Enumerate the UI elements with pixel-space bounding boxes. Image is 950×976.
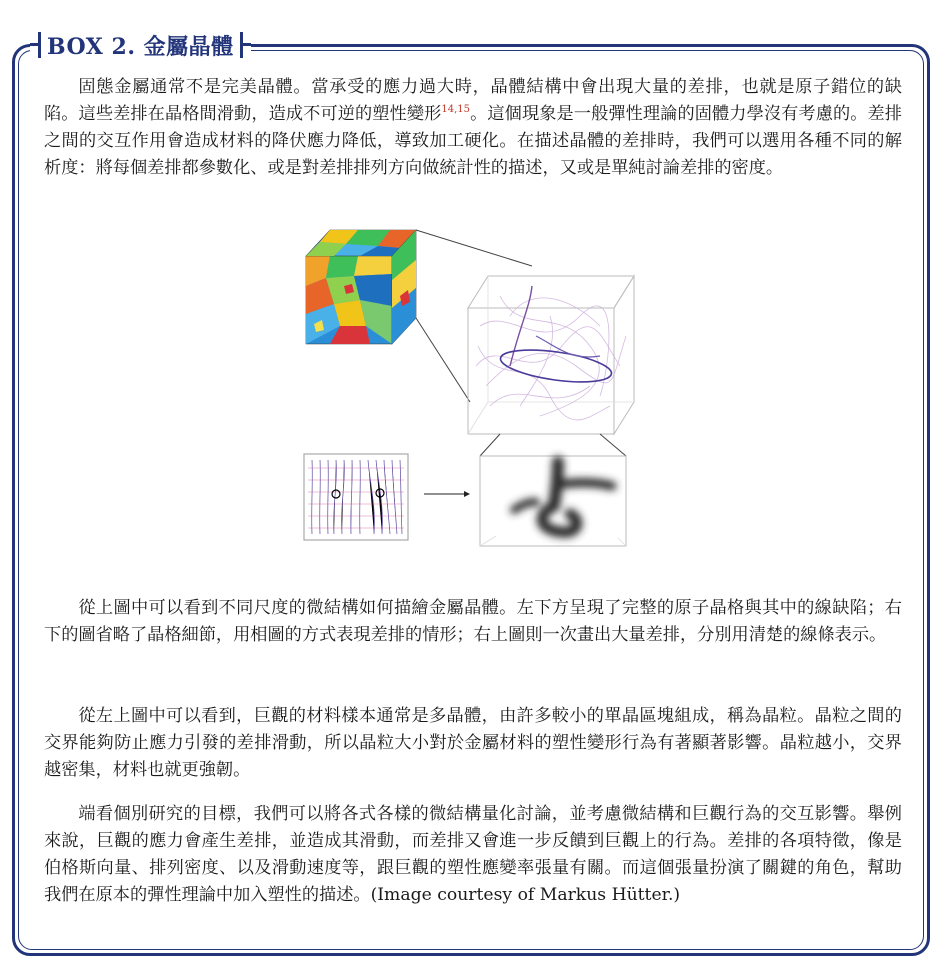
atomic-lattice-icon	[304, 454, 408, 540]
paragraph-intro	[44, 74, 902, 182]
paragraph-intro-text: 固態金屬通常不是完美晶體。當承受的應力過大時，晶體結構中會出現大量的差排，也就是原子錯位的缺陷。這些差排在晶格間滑動，造成不可逆的塑性變形	[44, 77, 902, 124]
paragraph-intro-rest: 。這個現象是一般彈性理論的固體力學沒有考慮的。差排之間的交互作用會造成材料的降伏應力降低，導致加工硬化。在描述晶體的差排時，我們可以選用各種不同的解析度：將每個差排都參數化、或是對差排排列方向做統計性的描述，又或是單純討論差排的密度。	[44, 104, 902, 178]
box-header	[30, 28, 251, 62]
bracket-right-icon	[240, 32, 243, 58]
polycrystal-cube-icon	[306, 230, 416, 344]
citation-ref[interactable]: 14,15	[441, 104, 471, 115]
bracket-left-icon	[38, 32, 41, 58]
paragraph-polycrystal: 從左上圖中可以看到，巨觀的材料樣本通常是多晶體，由許多較小的單晶區塊組成，稱為晶粒。晶粒之間的交界能夠防止應力引發的差排滑動，所以晶粒大小對於金屬材料的塑性變形行為有著顯著影響。晶粒越小，交界越密集，材料也就更強韌。	[44, 706, 902, 780]
paragraph-microstructure: 端看個別研究的目標，我們可以將各式各樣的微結構量化討論，並考慮微結構和巨觀行為的交互影響。舉例來說，巨觀的應力會產生差排，並造成其滑動，而差排又會進一步反饋到巨觀上的行為。差排的各項特徵，像是伯格斯向量、排列密度、以及滑動速度等，跟巨觀的塑性應變率張量有關。而這個張量扮演了關鍵的角色，幫助我們在原本的彈性理論中加入塑性的描述。(Image courtesy of Markus Hütter.)	[44, 804, 902, 905]
paragraph-figure-description: 從上圖中可以看到不同尺度的微結構如何描繪金屬晶體。左下方呈現了完整的原子晶格與其中的線缺陷；右下的圖省略了晶格細節，用相圖的方式表現差排的情形；右上圖則一次畫出大量差排，分別用清楚的線條表示。	[44, 598, 902, 645]
arrow-right-icon	[424, 491, 470, 497]
dislocation-network-cube-icon	[468, 276, 634, 434]
microstructure-figure	[300, 216, 640, 552]
phase-field-cube-icon	[480, 456, 626, 546]
box-title: BOX 2. 金屬晶體	[47, 33, 234, 60]
